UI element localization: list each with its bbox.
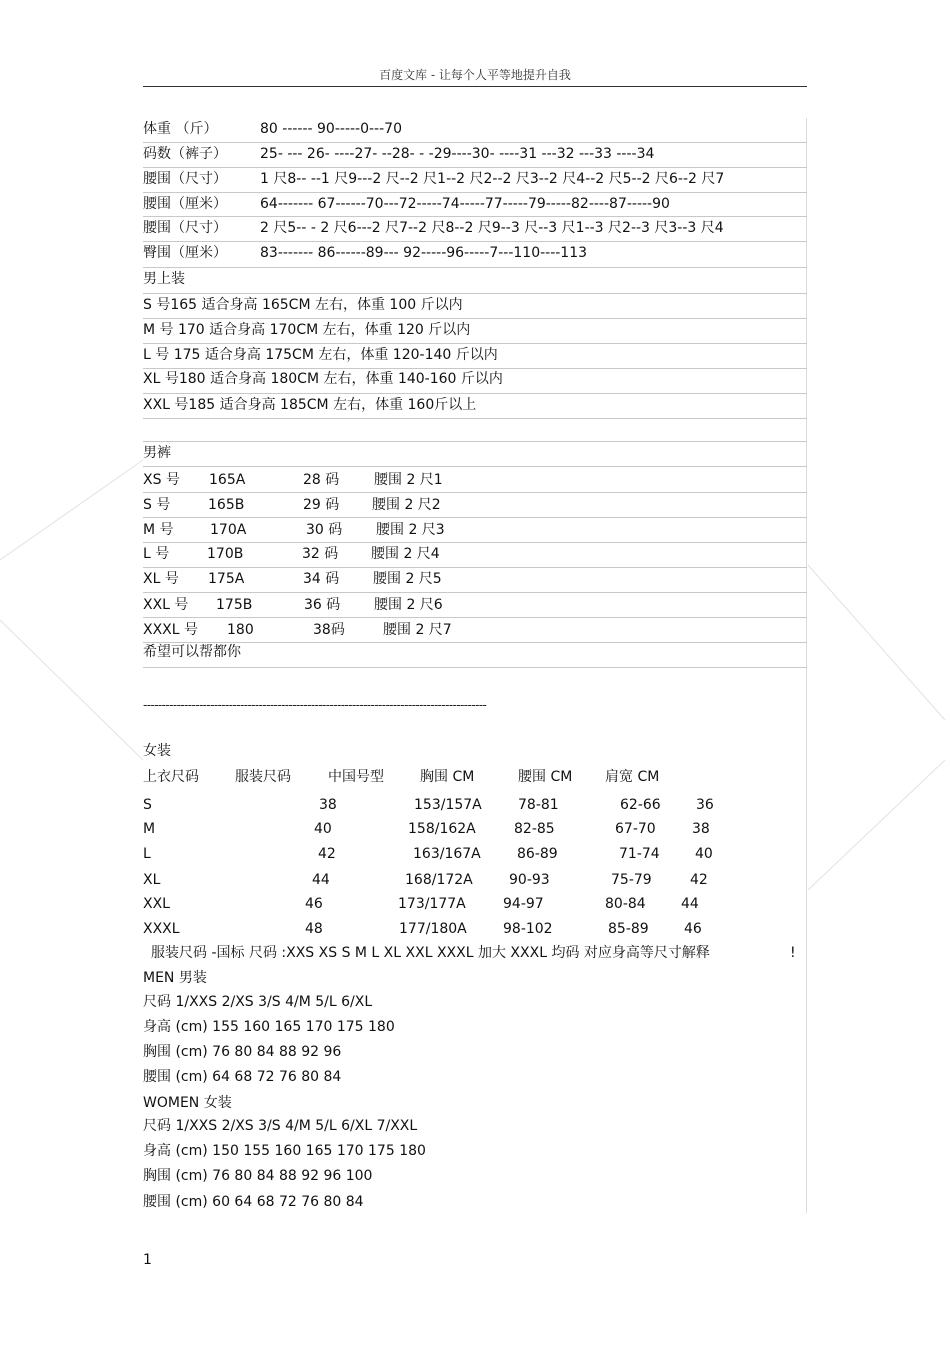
men-line: 尺码 1/XXS 2/XS 3/S 4/M 5/L 6/XL [143, 994, 373, 1010]
cell: 86-89 [517, 846, 558, 862]
pants-code: 32 码 [302, 546, 339, 562]
section-title: 女装 [143, 743, 171, 759]
table-rule [143, 318, 807, 319]
cell: 75-79 [611, 872, 652, 888]
mens-tops-row: XXL 号185 适合身高 185CM 左右，体重 160斤以上 [143, 397, 477, 413]
intl-note: 服装尺码 -国标 尺码 :XXS XS S M L XL XXL XXXL 加大 XXXL 均码 对应身高等尺寸解释 [151, 945, 710, 961]
mens-tops-row: L 号 175 适合身高 175CM 左右，体重 120-140 斤以内 [143, 347, 498, 363]
dashed-separator: -------------------------------------------------------------------------------------------- [143, 698, 487, 712]
table-rule [143, 393, 807, 394]
pants-type: 175B [216, 597, 253, 613]
column-header: 肩宽 CM [605, 769, 660, 785]
row-values: 25- --- 26- ----27- --28- - -29----30- ----31 ---32 ---33 ----34 [260, 146, 655, 162]
table-rule [143, 542, 807, 543]
table-rule [143, 343, 807, 344]
row-label: 码数（裤子） [143, 146, 227, 162]
row-label: 腰围（厘米） [143, 196, 227, 212]
column-header: 胸围 CM [420, 769, 475, 785]
pants-waist: 腰围 2 尺4 [371, 546, 440, 562]
table-rule [143, 642, 807, 643]
pants-waist: 腰围 2 尺2 [372, 497, 441, 513]
pants-size: L 号 [143, 546, 170, 562]
women-line: 腰围 (cm) 60 64 68 72 76 80 84 [143, 1194, 364, 1210]
table-rule [143, 192, 807, 193]
intl-note-end: ! [790, 945, 796, 961]
mens-tops-row: S 号165 适合身高 165CM 左右，体重 100 斤以内 [143, 297, 463, 313]
pants-code: 38码 [313, 622, 345, 638]
pants-type: 170A [210, 522, 247, 538]
cell: 38 [319, 797, 337, 813]
cell: 163/167A [413, 846, 481, 862]
table-rule [143, 492, 807, 493]
pants-type: 165B [208, 497, 245, 513]
pants-waist: 腰围 2 尺6 [374, 597, 443, 613]
cell: 98-102 [503, 921, 553, 937]
table-rule [143, 267, 807, 268]
row-label: 臀围（厘米） [143, 245, 227, 261]
column-header: 中国号型 [328, 769, 384, 785]
cell: S [143, 797, 152, 813]
cell: 168/172A [405, 872, 473, 888]
pants-code: 29 码 [303, 497, 340, 513]
cell: 80-84 [605, 896, 646, 912]
table-rule [143, 617, 807, 618]
table-rule [143, 418, 807, 419]
column-header: 腰围 CM [518, 769, 573, 785]
cell: 62-66 [620, 797, 661, 813]
pants-code: 34 码 [303, 571, 340, 587]
cell: 46 [305, 896, 323, 912]
cell: 42 [690, 872, 708, 888]
row-values: 83------- 86------89--- 92-----96-----7---110----113 [260, 245, 588, 261]
pants-size: XXL 号 [143, 597, 189, 613]
row-label: 腰围（尺寸） [143, 171, 227, 187]
table-rule [143, 441, 807, 442]
cell: 36 [696, 797, 714, 813]
women-line: 胸围 (cm) 76 80 84 88 92 96 100 [143, 1168, 373, 1184]
row-values: 2 尺5-- - 2 尺6---2 尺7--2 尺8--2 尺9--3 尺--3 尺1--3 尺2--3 尺3--3 尺4 [260, 220, 724, 236]
row-values: 80 ------ 90-----0---70 [260, 121, 402, 137]
mens-tops-row: XL 号180 适合身高 180CM 左右，体重 140-160 斤以内 [143, 371, 503, 387]
table-rule [143, 216, 807, 217]
pants-waist: 腰围 2 尺3 [376, 522, 445, 538]
pants-code: 36 码 [304, 597, 341, 613]
footer-note: 希望可以帮都你 [143, 644, 241, 660]
women-title: WOMEN 女装 [143, 1095, 232, 1111]
header-rule [143, 86, 807, 87]
table-rule [143, 567, 807, 568]
pants-code: 30 码 [306, 522, 343, 538]
cell: 67-70 [615, 821, 656, 837]
cell: 40 [314, 821, 332, 837]
pants-size: XXXL 号 [143, 622, 199, 638]
page-header: 百度文库 - 让每个人平等地提升自我 [379, 68, 571, 82]
cell: 46 [684, 921, 702, 937]
cell: 173/177A [398, 896, 466, 912]
cell: 44 [681, 896, 699, 912]
pants-code: 28 码 [303, 472, 340, 488]
pants-type: 165A [209, 472, 246, 488]
cell: M [143, 821, 156, 837]
cell: 90-93 [509, 872, 550, 888]
cell: 94-97 [503, 896, 544, 912]
table-rule [143, 293, 807, 294]
cell: 40 [695, 846, 713, 862]
row-label: 体重 （斤） [143, 121, 218, 137]
table-rule [143, 517, 807, 518]
men-line: 胸围 (cm) 76 80 84 88 92 96 [143, 1044, 342, 1060]
cell: 85-89 [608, 921, 649, 937]
table-rule [143, 592, 807, 593]
mens-tops-row: M 号 170 适合身高 170CM 左右，体重 120 斤以内 [143, 322, 471, 338]
cell: 42 [318, 846, 336, 862]
cell: L [143, 846, 151, 862]
table-rule [143, 142, 807, 143]
pants-size: M 号 [143, 522, 174, 538]
column-header: 上衣尺码 [143, 769, 199, 785]
pants-type: 180 [227, 622, 254, 638]
section-title: 男裤 [143, 445, 171, 461]
pants-waist: 腰围 2 尺1 [374, 472, 443, 488]
cell: 153/157A [414, 797, 482, 813]
women-line: 尺码 1/XXS 2/XS 3/S 4/M 5/L 6/XL 7/XXL [143, 1118, 418, 1134]
pants-size: XS 号 [143, 472, 180, 488]
table-right-border [806, 118, 807, 1213]
cell: XXL [143, 896, 170, 912]
pants-type: 175A [208, 571, 245, 587]
row-values: 64------- 67------70---72-----74-----77-----79-----82----87-----90 [260, 196, 670, 212]
cell: XXXL [143, 921, 180, 937]
cell: 48 [305, 921, 323, 937]
page-number: 1 [143, 1252, 152, 1268]
row-label: 腰围（尺寸） [143, 220, 227, 236]
row-values: 1 尺8-- --1 尺9---2 尺--2 尺1--2 尺2--2 尺3--2 尺4--2 尺5--2 尺6--2 尺7 [260, 171, 725, 187]
cell: 82-85 [514, 821, 555, 837]
pants-type: 170B [207, 546, 244, 562]
cell: 158/162A [408, 821, 476, 837]
cell: 177/180A [399, 921, 467, 937]
pants-size: S 号 [143, 497, 171, 513]
pants-waist: 腰围 2 尺7 [383, 622, 452, 638]
cell: 78-81 [518, 797, 559, 813]
table-rule [143, 667, 807, 668]
men-line: 腰围 (cm) 64 68 72 76 80 84 [143, 1069, 342, 1085]
cell: 71-74 [619, 846, 660, 862]
table-rule [143, 368, 807, 369]
pants-size: XL 号 [143, 571, 179, 587]
men-line: 身高 (cm) 155 160 165 170 175 180 [143, 1019, 395, 1035]
table-rule [143, 167, 807, 168]
table-rule [143, 466, 807, 467]
cell: 38 [692, 821, 710, 837]
women-line: 身高 (cm) 150 155 160 165 170 175 180 [143, 1143, 426, 1159]
table-rule [143, 241, 807, 242]
pants-waist: 腰围 2 尺5 [373, 571, 442, 587]
column-header: 服装尺码 [235, 769, 291, 785]
men-title: MEN 男装 [143, 970, 207, 986]
cell: XL [143, 872, 161, 888]
section-title: 男上装 [143, 271, 185, 287]
cell: 44 [312, 872, 330, 888]
